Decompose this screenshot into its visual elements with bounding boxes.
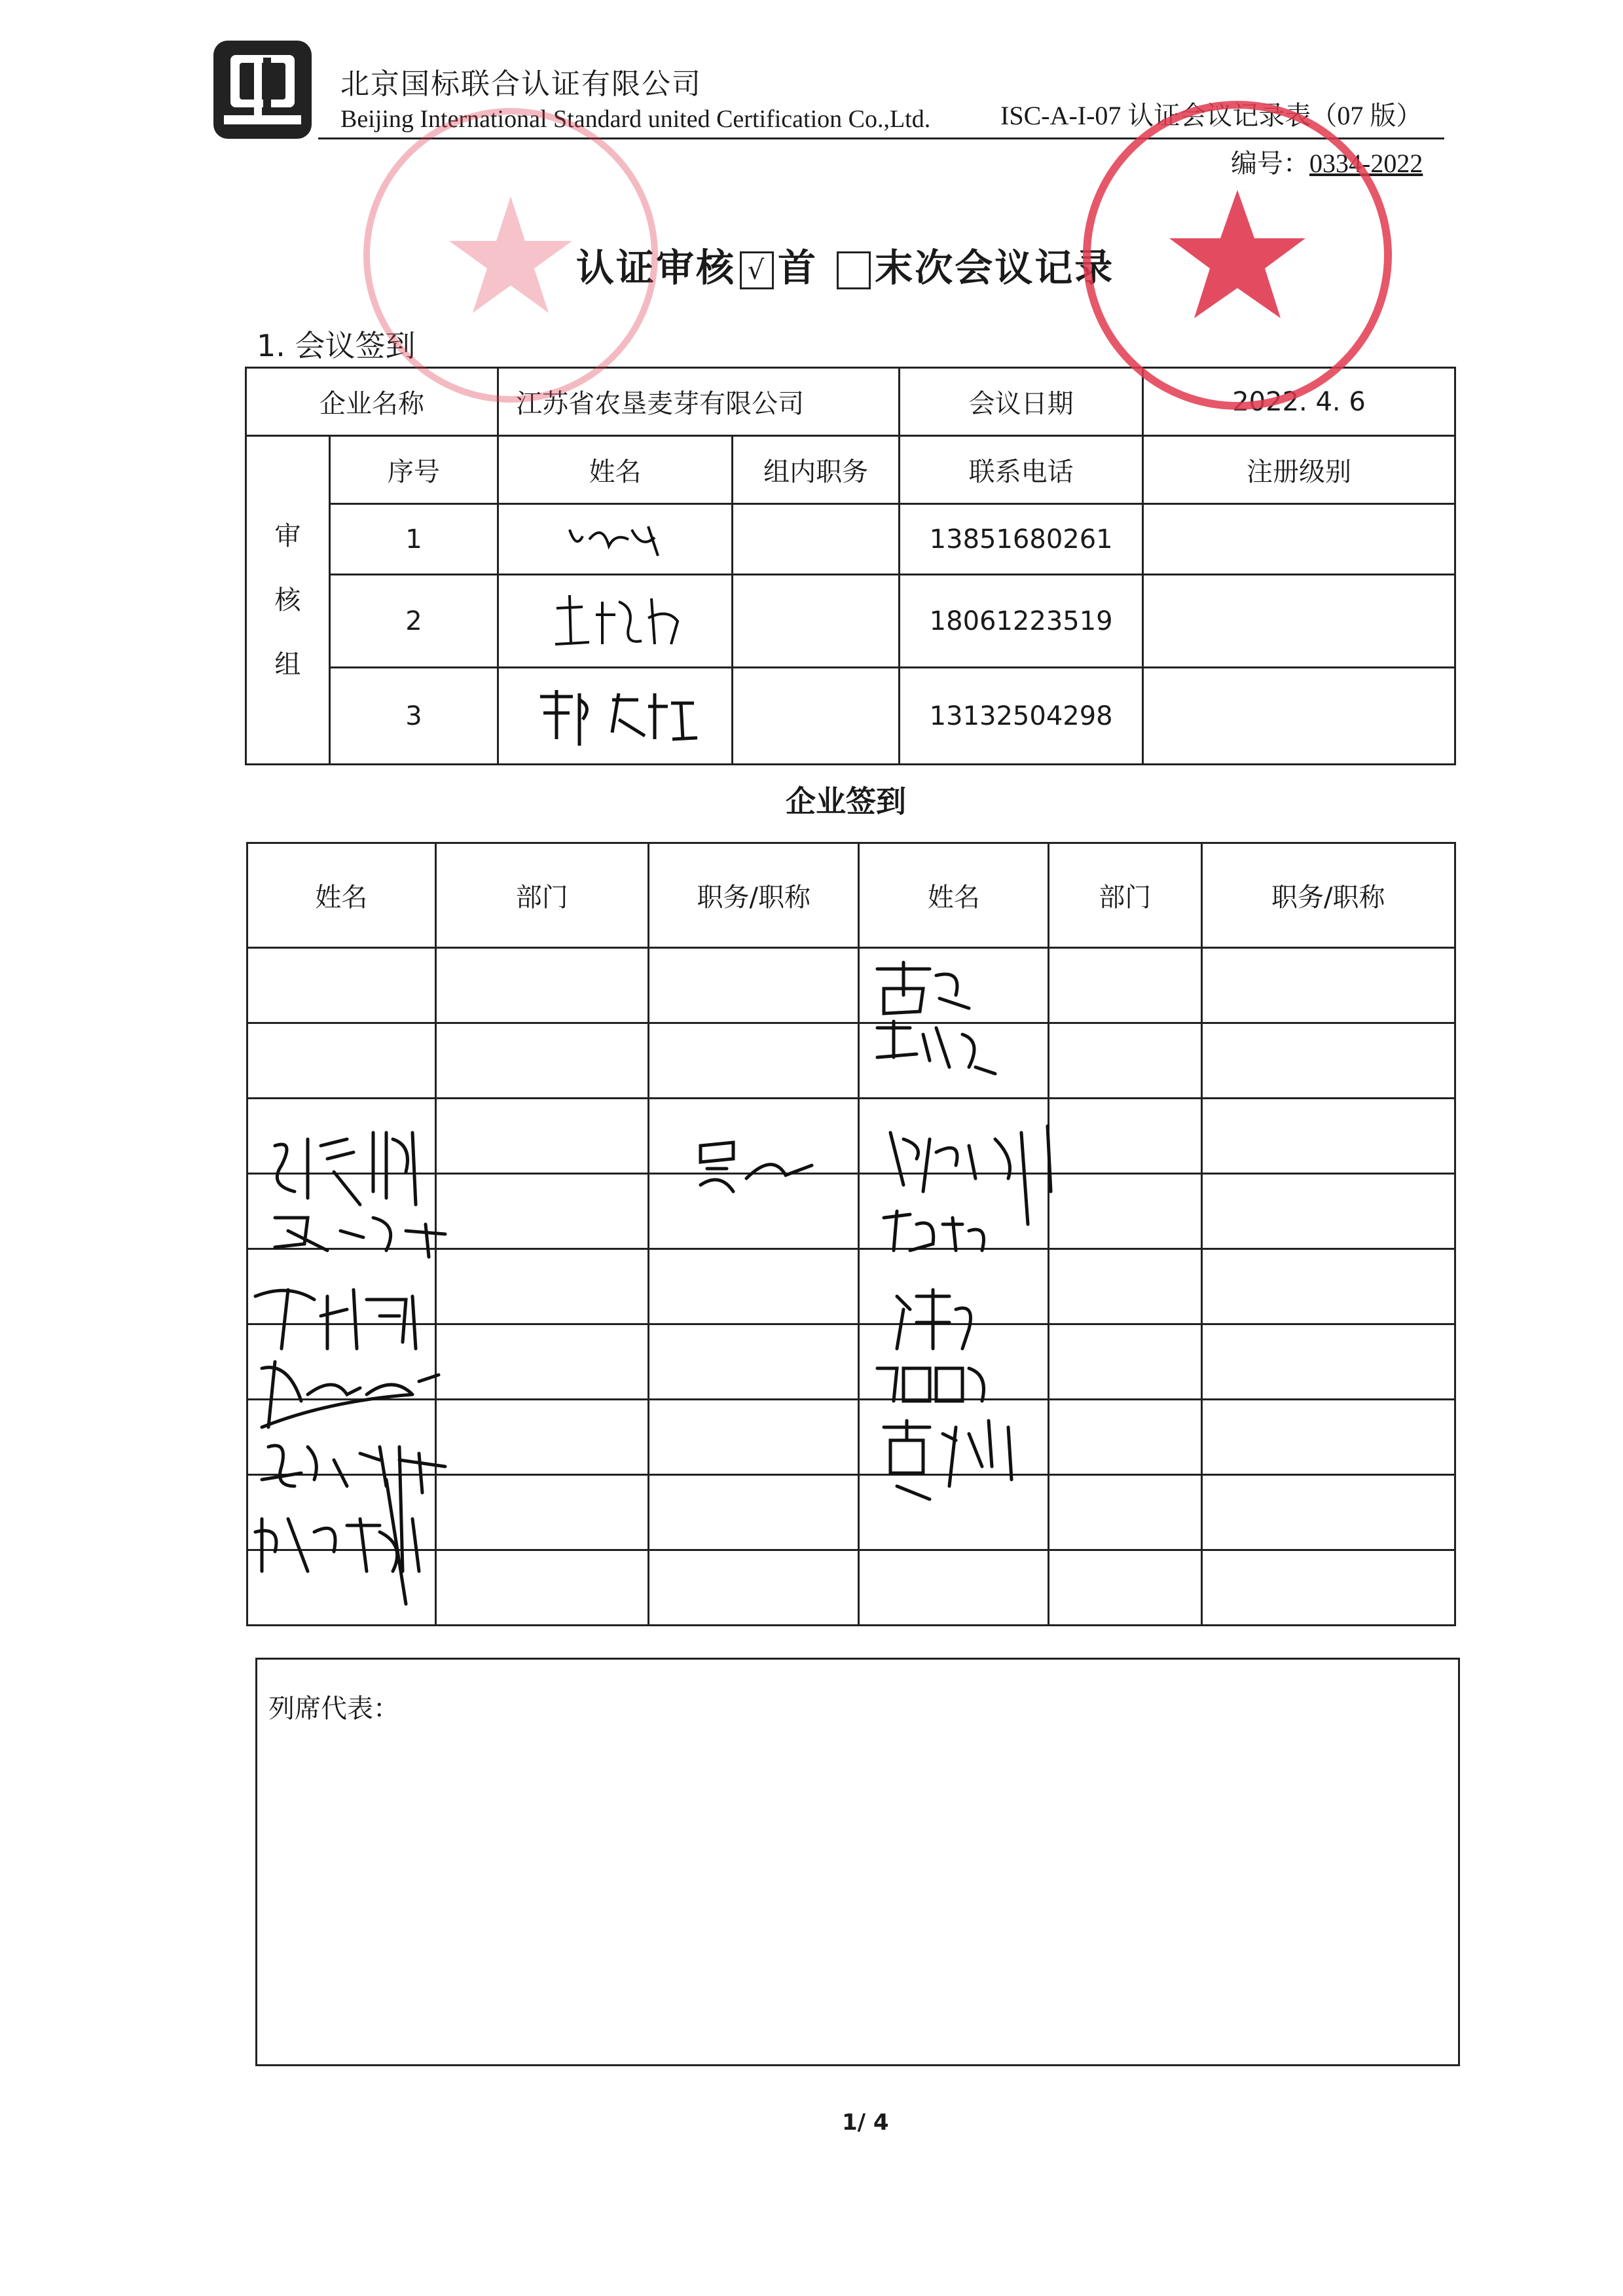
signature-cell (498, 504, 733, 575)
attendees-box (255, 1658, 1460, 2066)
audit-team-table (245, 367, 1456, 765)
form-code: ISC-A-I-07 认证会议记录表（07 版） (1000, 101, 1423, 130)
header-no: 序号 (329, 436, 498, 504)
date-value: 2022. 4. 6 (1143, 368, 1455, 436)
form-number (1231, 143, 1423, 180)
header-name: 姓名 (247, 843, 436, 948)
header-level: 注册级别 (1143, 436, 1455, 504)
company-name-en: Beijing International Standard united Certification Co.,Ltd. (340, 105, 931, 133)
handwritten-signature (520, 674, 710, 752)
company-logo (211, 38, 314, 141)
title-prefix: 认证审核 (576, 246, 737, 290)
company-value: 江苏省农垦麦芽有限公司 (498, 368, 900, 436)
signature-cell (498, 575, 733, 668)
role-cell (732, 668, 899, 765)
handwritten-signature (255, 1290, 416, 1349)
header-dept: 部门 (435, 843, 648, 948)
handwritten-signature (884, 1421, 1012, 1499)
handwritten-signature (275, 1218, 445, 1257)
enterprise-signatures (249, 943, 1100, 1683)
row-phone: 13851680261 (900, 504, 1143, 575)
audit-group-char: 组 (274, 649, 301, 680)
audit-group-char: 审 (274, 520, 301, 551)
first-meeting-checkbox[interactable]: √ (740, 251, 774, 289)
row-no: 1 (329, 504, 498, 575)
row-phone: 13132504298 (900, 668, 1143, 765)
row-no: 2 (329, 575, 498, 668)
handwritten-signature (262, 1362, 439, 1427)
level-cell (1143, 504, 1455, 575)
page-number: 1/ 4 (842, 2109, 889, 2136)
header-title: 职务/职称 (1201, 843, 1455, 948)
role-cell (732, 504, 899, 575)
row-no: 3 (329, 668, 498, 765)
handwritten-signature (262, 1446, 445, 1493)
table-row (246, 504, 1455, 575)
meeting-info-row (246, 368, 1455, 436)
audit-group-label (246, 436, 330, 765)
enterprise-signin-title: 企业签到 (786, 784, 906, 819)
header-name: 姓名 (859, 843, 1049, 948)
handwritten-signature (897, 1290, 971, 1349)
audit-header-row (246, 436, 1455, 504)
level-cell (1143, 575, 1455, 668)
enterprise-header-row (247, 843, 1455, 948)
signature-cell (498, 668, 733, 765)
role-cell (732, 575, 899, 668)
level-cell (1143, 668, 1455, 765)
handwritten-signature (550, 510, 681, 562)
handwritten-signature (877, 962, 969, 1013)
date-label: 会议日期 (900, 368, 1143, 436)
section-title-signin: 1. 会议签到 (257, 328, 416, 363)
form-number-value: 0334-2022 (1309, 149, 1423, 178)
handwritten-signature (275, 1133, 416, 1205)
handwritten-signature (877, 1368, 984, 1401)
form-number-label: 编号： (1231, 149, 1309, 178)
handwritten-signature (877, 1021, 995, 1074)
header-title: 职务/职称 (648, 843, 858, 948)
table-row (246, 575, 1455, 668)
handwritten-signature (890, 1126, 1051, 1224)
header-phone: 联系电话 (900, 436, 1143, 504)
table-row (246, 668, 1455, 765)
page-title (576, 237, 1114, 292)
header-divider (318, 137, 1444, 139)
audit-group-char: 核 (274, 585, 301, 615)
title-first-label: 首 (778, 246, 818, 290)
row-phone: 18061223519 (900, 575, 1143, 668)
header-dept: 部门 (1048, 843, 1201, 948)
header-name: 姓名 (498, 436, 733, 504)
handwritten-signature (884, 1211, 984, 1250)
company-label: 企业名称 (246, 368, 498, 436)
header-role: 组内职务 (732, 436, 899, 504)
handwritten-signature (386, 1447, 406, 1604)
handwritten-signature (701, 1142, 812, 1192)
last-meeting-checkbox[interactable] (837, 251, 871, 289)
attendees-label: 列席代表： (268, 1694, 399, 1724)
company-name-cn: 北京国标联合认证有限公司 (340, 67, 702, 101)
handwritten-signature (537, 582, 694, 654)
title-last-label: 末次会议记录 (875, 246, 1115, 290)
